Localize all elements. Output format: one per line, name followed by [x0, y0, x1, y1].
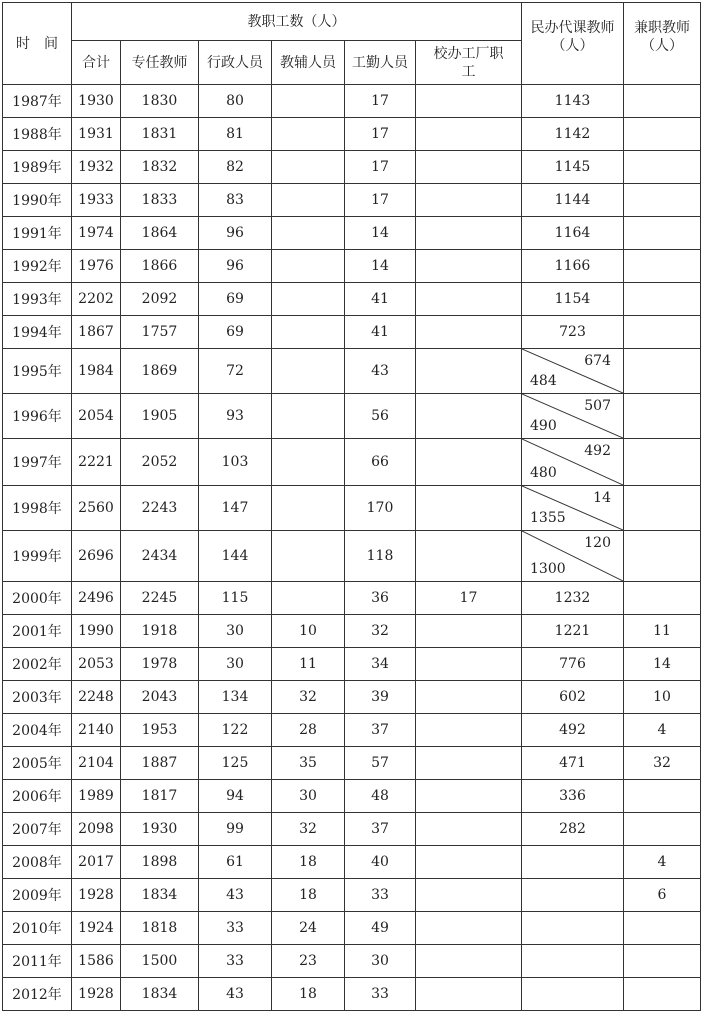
service-cell: 57	[345, 747, 416, 780]
total-cell: 2496	[72, 582, 121, 615]
table-row	[3, 184, 701, 217]
factory-cell	[416, 316, 522, 349]
service-cell: 49	[345, 912, 416, 945]
admin-cell: 103	[199, 439, 272, 486]
jianzhi-cell: 32	[624, 747, 701, 780]
jianzhi-cell	[624, 151, 701, 184]
year-cell: 2009年	[3, 879, 72, 912]
total-cell: 1928	[72, 879, 121, 912]
minban-cell	[522, 978, 624, 1011]
factory-cell	[416, 283, 522, 316]
service-cell: 14	[345, 217, 416, 250]
year-cell: 2002年	[3, 648, 72, 681]
jianzhi-cell	[624, 283, 701, 316]
admin-cell: 33	[199, 912, 272, 945]
total-cell: 2202	[72, 283, 121, 316]
teachers-cell: 2245	[121, 582, 199, 615]
jianzhi-cell	[624, 912, 701, 945]
factory-cell	[416, 151, 522, 184]
teachers-cell: 1930	[121, 813, 199, 846]
minban-cell: 1144	[522, 184, 624, 217]
factory-cell	[416, 118, 522, 151]
admin-cell: 99	[199, 813, 272, 846]
factory-cell	[416, 615, 522, 648]
teachers-cell: 1818	[121, 912, 199, 945]
header-factory: 校办工厂职工	[416, 41, 522, 85]
service-cell: 37	[345, 714, 416, 747]
table-row	[3, 780, 701, 813]
table-row	[3, 394, 701, 439]
minban-cell: 282	[522, 813, 624, 846]
teachers-cell: 1834	[121, 978, 199, 1011]
minban-cell: 1154	[522, 283, 624, 316]
year-cell: 2006年	[3, 780, 72, 813]
header-total: 合计	[72, 41, 121, 85]
total-cell: 2140	[72, 714, 121, 747]
header-aux: 教辅人员	[272, 41, 345, 85]
total-cell: 2054	[72, 394, 121, 439]
year-cell: 2008年	[3, 846, 72, 879]
aux-cell	[272, 394, 345, 439]
header-jianzhi	[624, 3, 701, 85]
year-cell: 1987年	[3, 85, 72, 118]
year-cell: 2007年	[3, 813, 72, 846]
table-row	[3, 615, 701, 648]
minban-bottom: 490	[530, 418, 557, 434]
aux-cell: 24	[272, 912, 345, 945]
year-cell: 2011年	[3, 945, 72, 978]
minban-split-cell	[522, 439, 624, 486]
teachers-cell: 1832	[121, 151, 199, 184]
aux-cell	[272, 349, 345, 394]
jianzhi-cell	[624, 486, 701, 531]
aux-cell: 18	[272, 846, 345, 879]
total-cell: 2017	[72, 846, 121, 879]
header-teachers: 专任教师	[121, 41, 199, 85]
service-cell: 41	[345, 283, 416, 316]
total-cell: 1586	[72, 945, 121, 978]
aux-cell	[272, 316, 345, 349]
table-row	[3, 681, 701, 714]
admin-cell: 122	[199, 714, 272, 747]
factory-cell	[416, 879, 522, 912]
factory-cell	[416, 780, 522, 813]
factory-cell	[416, 681, 522, 714]
factory-cell	[416, 978, 522, 1011]
year-cell: 2005年	[3, 747, 72, 780]
factory-cell	[416, 912, 522, 945]
minban-top: 674	[584, 353, 611, 369]
service-cell: 56	[345, 394, 416, 439]
header-time: 时 间	[3, 3, 72, 85]
factory-cell	[416, 648, 522, 681]
admin-cell: 30	[199, 648, 272, 681]
table-row	[3, 151, 701, 184]
admin-cell: 69	[199, 283, 272, 316]
header-minban	[522, 3, 624, 85]
minban-cell: 471	[522, 747, 624, 780]
year-cell: 1999年	[3, 531, 72, 582]
factory-cell	[416, 813, 522, 846]
year-cell: 1988年	[3, 118, 72, 151]
year-cell: 1996年	[3, 394, 72, 439]
table-row	[3, 747, 701, 780]
admin-cell: 93	[199, 394, 272, 439]
minban-bottom: 484	[530, 373, 557, 389]
table-row	[3, 912, 701, 945]
admin-cell: 115	[199, 582, 272, 615]
aux-cell: 10	[272, 615, 345, 648]
table-row	[3, 648, 701, 681]
teachers-cell: 2434	[121, 531, 199, 582]
teachers-cell: 1898	[121, 846, 199, 879]
jianzhi-cell	[624, 85, 701, 118]
teachers-cell: 1500	[121, 945, 199, 978]
aux-cell: 30	[272, 780, 345, 813]
teachers-cell: 2043	[121, 681, 199, 714]
year-cell: 1993年	[3, 283, 72, 316]
factory-cell	[416, 747, 522, 780]
minban-split-cell	[522, 349, 624, 394]
table-row	[3, 879, 701, 912]
minban-cell: 1145	[522, 151, 624, 184]
header-minban-label: 民办代课教师（人）	[530, 20, 615, 54]
minban-cell: 1164	[522, 217, 624, 250]
admin-cell: 82	[199, 151, 272, 184]
jianzhi-cell	[624, 582, 701, 615]
minban-cell	[522, 846, 624, 879]
admin-cell: 72	[199, 349, 272, 394]
minban-cell: 1221	[522, 615, 624, 648]
minban-split-cell	[522, 486, 624, 531]
total-cell: 1928	[72, 978, 121, 1011]
total-cell: 2104	[72, 747, 121, 780]
table-row	[3, 945, 701, 978]
table-row	[3, 283, 701, 316]
teachers-cell: 1831	[121, 118, 199, 151]
aux-cell	[272, 85, 345, 118]
aux-cell: 23	[272, 945, 345, 978]
staff-table	[2, 2, 701, 1011]
header-staff-group: 教职工数（人）	[72, 3, 522, 41]
total-cell: 2221	[72, 439, 121, 486]
jianzhi-cell: 6	[624, 879, 701, 912]
teachers-cell: 1887	[121, 747, 199, 780]
jianzhi-cell	[624, 184, 701, 217]
service-cell: 33	[345, 879, 416, 912]
aux-cell: 32	[272, 813, 345, 846]
total-cell: 1933	[72, 184, 121, 217]
minban-cell	[522, 912, 624, 945]
admin-cell: 96	[199, 217, 272, 250]
total-cell: 2696	[72, 531, 121, 582]
admin-cell: 125	[199, 747, 272, 780]
teachers-cell: 1905	[121, 394, 199, 439]
admin-cell: 94	[199, 780, 272, 813]
service-cell: 33	[345, 978, 416, 1011]
jianzhi-cell: 14	[624, 648, 701, 681]
teachers-cell: 1866	[121, 250, 199, 283]
total-cell: 2098	[72, 813, 121, 846]
service-cell: 32	[345, 615, 416, 648]
jianzhi-cell	[624, 531, 701, 582]
admin-cell: 61	[199, 846, 272, 879]
aux-cell: 32	[272, 681, 345, 714]
jianzhi-cell	[624, 316, 701, 349]
factory-cell	[416, 945, 522, 978]
total-cell: 1867	[72, 316, 121, 349]
header-service: 工勤人员	[345, 41, 416, 85]
aux-cell: 11	[272, 648, 345, 681]
aux-cell: 18	[272, 978, 345, 1011]
teachers-cell: 1918	[121, 615, 199, 648]
year-cell: 2001年	[3, 615, 72, 648]
admin-cell: 96	[199, 250, 272, 283]
service-cell: 39	[345, 681, 416, 714]
jianzhi-cell	[624, 217, 701, 250]
year-cell: 1995年	[3, 349, 72, 394]
year-cell: 1998年	[3, 486, 72, 531]
year-cell: 2003年	[3, 681, 72, 714]
header-jianzhi-label: 兼职教师（人）	[634, 20, 690, 54]
minban-top: 507	[584, 398, 611, 414]
admin-cell: 81	[199, 118, 272, 151]
year-cell: 1990年	[3, 184, 72, 217]
jianzhi-cell: 10	[624, 681, 701, 714]
year-cell: 1992年	[3, 250, 72, 283]
jianzhi-cell	[624, 250, 701, 283]
table-row	[3, 85, 701, 118]
table-row	[3, 582, 701, 615]
minban-cell: 492	[522, 714, 624, 747]
minban-cell: 776	[522, 648, 624, 681]
teachers-cell: 2052	[121, 439, 199, 486]
admin-cell: 144	[199, 531, 272, 582]
service-cell: 17	[345, 118, 416, 151]
admin-cell: 134	[199, 681, 272, 714]
admin-cell: 83	[199, 184, 272, 217]
minban-bottom: 480	[530, 465, 557, 481]
minban-cell: 1143	[522, 85, 624, 118]
table-row	[3, 250, 701, 283]
teachers-cell: 1757	[121, 316, 199, 349]
year-cell: 2010年	[3, 912, 72, 945]
total-cell: 1932	[72, 151, 121, 184]
service-cell: 40	[345, 846, 416, 879]
factory-cell	[416, 85, 522, 118]
admin-cell: 147	[199, 486, 272, 531]
service-cell: 17	[345, 184, 416, 217]
admin-cell: 69	[199, 316, 272, 349]
total-cell: 2248	[72, 681, 121, 714]
minban-cell	[522, 879, 624, 912]
aux-cell	[272, 151, 345, 184]
total-cell: 1989	[72, 780, 121, 813]
total-cell: 1924	[72, 912, 121, 945]
minban-split-cell	[522, 531, 624, 582]
aux-cell	[272, 486, 345, 531]
aux-cell	[272, 250, 345, 283]
teachers-cell: 1864	[121, 217, 199, 250]
minban-top: 14	[593, 490, 611, 506]
service-cell: 36	[345, 582, 416, 615]
jianzhi-cell: 4	[624, 846, 701, 879]
service-cell: 17	[345, 151, 416, 184]
minban-bottom: 1300	[530, 561, 566, 577]
jianzhi-cell	[624, 978, 701, 1011]
table-body	[3, 85, 701, 1011]
teachers-cell: 1869	[121, 349, 199, 394]
service-cell: 170	[345, 486, 416, 531]
total-cell: 1984	[72, 349, 121, 394]
minban-top: 492	[584, 443, 611, 459]
jianzhi-cell	[624, 945, 701, 978]
table-row	[3, 217, 701, 250]
minban-cell: 723	[522, 316, 624, 349]
table-header	[3, 3, 701, 85]
year-cell: 1997年	[3, 439, 72, 486]
teachers-cell: 1834	[121, 879, 199, 912]
service-cell: 17	[345, 85, 416, 118]
aux-cell	[272, 531, 345, 582]
factory-cell	[416, 846, 522, 879]
header-admin: 行政人员	[199, 41, 272, 85]
total-cell: 1974	[72, 217, 121, 250]
jianzhi-cell	[624, 780, 701, 813]
minban-split-cell	[522, 394, 624, 439]
minban-cell	[522, 945, 624, 978]
year-cell: 2000年	[3, 582, 72, 615]
factory-cell	[416, 531, 522, 582]
table-row	[3, 978, 701, 1011]
minban-cell: 1232	[522, 582, 624, 615]
aux-cell	[272, 283, 345, 316]
teachers-cell: 1833	[121, 184, 199, 217]
total-cell: 2053	[72, 648, 121, 681]
table-row	[3, 813, 701, 846]
total-cell: 2560	[72, 486, 121, 531]
table-row	[3, 714, 701, 747]
year-cell: 2012年	[3, 978, 72, 1011]
factory-cell	[416, 394, 522, 439]
jianzhi-cell	[624, 394, 701, 439]
year-cell: 1989年	[3, 151, 72, 184]
teachers-cell: 2092	[121, 283, 199, 316]
jianzhi-cell: 4	[624, 714, 701, 747]
total-cell: 1930	[72, 85, 121, 118]
year-cell: 2004年	[3, 714, 72, 747]
service-cell: 66	[345, 439, 416, 486]
total-cell: 1990	[72, 615, 121, 648]
service-cell: 48	[345, 780, 416, 813]
year-cell: 1991年	[3, 217, 72, 250]
aux-cell: 28	[272, 714, 345, 747]
year-cell: 1994年	[3, 316, 72, 349]
total-cell: 1976	[72, 250, 121, 283]
jianzhi-cell: 11	[624, 615, 701, 648]
factory-cell: 17	[416, 582, 522, 615]
table-row	[3, 486, 701, 531]
factory-cell	[416, 486, 522, 531]
table-row	[3, 349, 701, 394]
admin-cell: 30	[199, 615, 272, 648]
teachers-cell: 1817	[121, 780, 199, 813]
factory-cell	[416, 714, 522, 747]
teachers-cell: 1978	[121, 648, 199, 681]
aux-cell	[272, 118, 345, 151]
service-cell: 37	[345, 813, 416, 846]
table-row	[3, 316, 701, 349]
table-row	[3, 439, 701, 486]
total-cell: 1931	[72, 118, 121, 151]
factory-cell	[416, 250, 522, 283]
admin-cell: 43	[199, 978, 272, 1011]
minban-bottom: 1355	[530, 510, 566, 526]
teachers-cell: 1830	[121, 85, 199, 118]
minban-cell: 1142	[522, 118, 624, 151]
jianzhi-cell	[624, 813, 701, 846]
table-row	[3, 118, 701, 151]
service-cell: 43	[345, 349, 416, 394]
jianzhi-cell	[624, 118, 701, 151]
aux-cell: 35	[272, 747, 345, 780]
service-cell: 118	[345, 531, 416, 582]
aux-cell	[272, 184, 345, 217]
service-cell: 34	[345, 648, 416, 681]
admin-cell: 33	[199, 945, 272, 978]
minban-cell: 336	[522, 780, 624, 813]
aux-cell	[272, 217, 345, 250]
factory-cell	[416, 184, 522, 217]
minban-top: 120	[584, 535, 611, 551]
jianzhi-cell	[624, 439, 701, 486]
service-cell: 41	[345, 316, 416, 349]
minban-cell: 1166	[522, 250, 624, 283]
teachers-cell: 1953	[121, 714, 199, 747]
aux-cell: 18	[272, 879, 345, 912]
jianzhi-cell	[624, 349, 701, 394]
aux-cell	[272, 439, 345, 486]
admin-cell: 43	[199, 879, 272, 912]
service-cell: 14	[345, 250, 416, 283]
admin-cell: 80	[199, 85, 272, 118]
teachers-cell: 2243	[121, 486, 199, 531]
table-row	[3, 846, 701, 879]
factory-cell	[416, 349, 522, 394]
service-cell: 30	[345, 945, 416, 978]
table-row	[3, 531, 701, 582]
aux-cell	[272, 582, 345, 615]
minban-cell: 602	[522, 681, 624, 714]
factory-cell	[416, 439, 522, 486]
factory-cell	[416, 217, 522, 250]
